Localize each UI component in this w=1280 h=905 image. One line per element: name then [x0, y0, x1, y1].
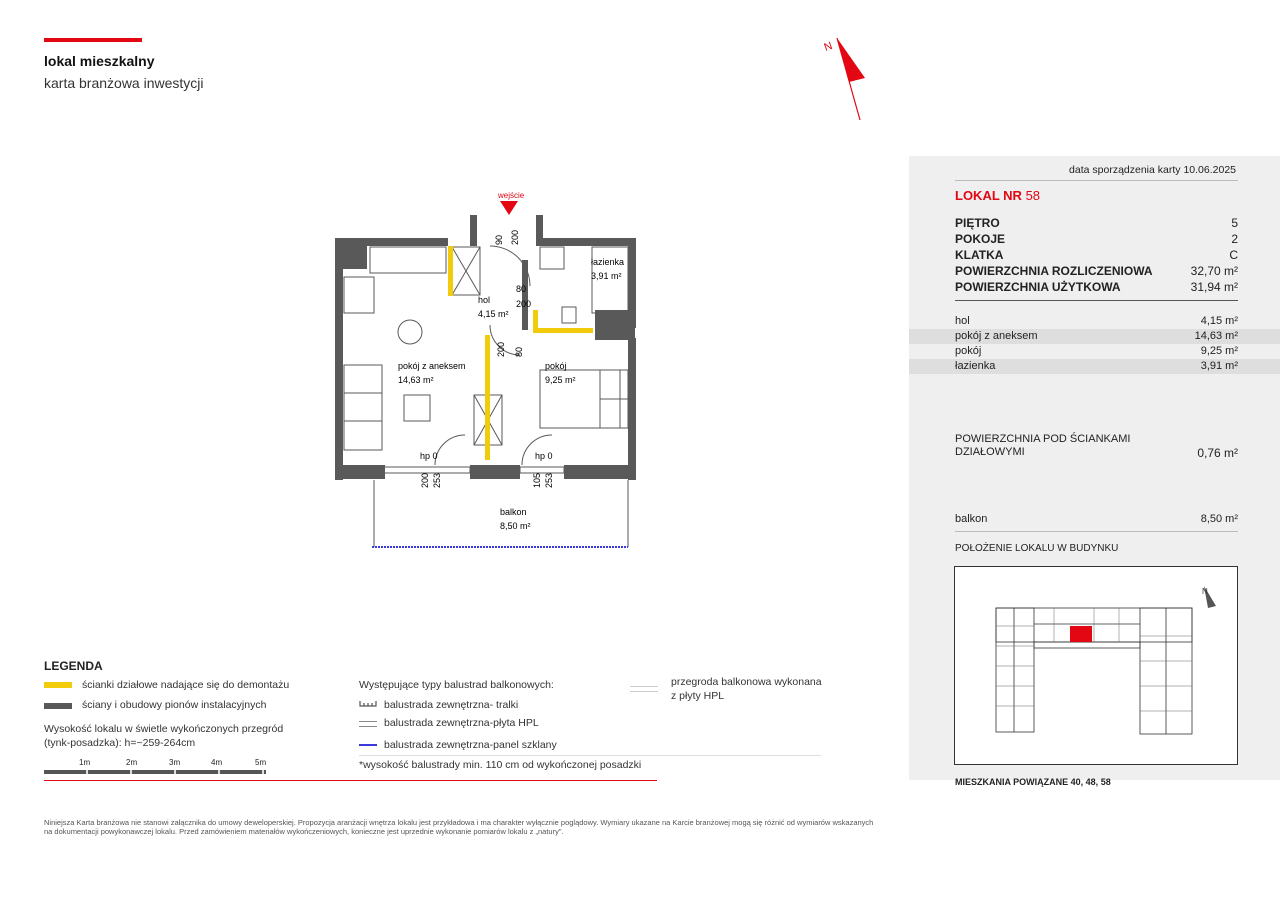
room-name-pokoj: pokój: [545, 361, 567, 371]
room-area-pokoj: 9,25 m²: [545, 375, 576, 385]
legend-yellow-label: ścianki działowe nadające się do demontażu: [82, 679, 290, 691]
legend-gray-label: ściany i obudowy pionów instalacyjnych: [82, 699, 267, 711]
dim-room-door-width: 80: [514, 346, 524, 357]
room-area-lazienka: 3,91 m²: [591, 271, 622, 281]
dim-room-door-height: 200: [496, 341, 506, 357]
dim-hp-right: hp 0: [535, 451, 553, 461]
divider: [955, 180, 1238, 181]
disclaimer: Niniejsza Karta branżowa nie stanowi załącznika do umowy deweloperskiej. Propozycja aranżacji wnętrza lokalu jest przykładowa i ma charakter wyłącznie poglądowy. Wymiary ukazane na Karcie branżowej mogą się różnić od wymiarów wskazanych na dokumentacji powykonawczej lokalu. Przed zamówieniem materiałów wykończeniowych, konieczne jest uprzednie wykonanie pomiarów lokalu z „natury".: [44, 818, 874, 836]
svg-text:N: N: [1202, 587, 1208, 596]
dim-door-width: 90: [494, 234, 504, 245]
card-date: data sporządzenia karty 10.06.2025: [1069, 164, 1236, 176]
dim-bath-door-width: 80: [516, 284, 527, 294]
north-label: N: [822, 39, 835, 54]
room-area-balkon: 8,50 m²: [500, 521, 531, 531]
dim-door-height: 200: [510, 229, 520, 245]
height-note-1: Wysokość lokalu w świetle wykończonych przegród: [44, 723, 284, 735]
room-name-hol: hol: [478, 295, 491, 305]
dim-bath-door-height: 200: [516, 299, 532, 309]
dim-hp-left: hp 0: [420, 451, 438, 461]
building-location-map: [954, 566, 1238, 765]
north-arrow-icon: [818, 34, 870, 124]
partition-label-1: przegroda balkonowa wykonana: [671, 676, 822, 688]
scale-bar-graphic: [44, 770, 266, 774]
divider: [955, 300, 1238, 301]
legend-swatch-yellow: [44, 682, 72, 688]
legend-bottom-line: [44, 780, 657, 781]
balustrade-hpl-icon: [359, 721, 377, 727]
height-note-2: (tynk-posadzka): h=~259-264cm: [44, 737, 196, 749]
scale-bar: 1m 2m 3m 4m 5m: [79, 758, 267, 767]
room-name-pokoj-z-aneksem: pokój z aneksem: [398, 361, 466, 371]
entrance-arrow-icon: [500, 201, 518, 215]
entrance-label: wejście: [498, 191, 525, 200]
balustrade-title: Występujące typy balustrad balkonowych:: [359, 679, 554, 691]
divider: [955, 531, 1238, 532]
balustrade-tralki-label: balustrada zewnętrzna- tralki: [384, 699, 519, 711]
document-title: lokal mieszkalny: [44, 53, 155, 69]
document-subtitle: karta branżowa inwestycji: [44, 75, 204, 91]
balustrade-hpl-label: balustrada zewnętrzna-płyta HPL: [384, 717, 539, 729]
room-name-balkon: balkon: [500, 507, 527, 517]
dim-window-left-b: 253: [432, 472, 442, 488]
walls-area-row: DZIAŁOWYMI 0,76 m²: [955, 446, 1238, 460]
lokal-number: LOKAL NR 58: [955, 188, 1041, 203]
legend-swatch-gray: [44, 703, 72, 709]
room-area-pokoj-z-aneksem: 14,63 m²: [398, 375, 434, 385]
cut-off-text: MIESZKANIA POWIĄZANE 40, 48, 58: [955, 777, 1111, 787]
dim-window-right-b: 253: [544, 472, 554, 488]
legend-title: LEGENDA: [44, 659, 103, 673]
room-name-lazienka: łazienka: [591, 257, 625, 267]
partition-label-2: z płyty HPL: [671, 690, 725, 702]
balustrade-glass-label: balustrada zewnętrzna-panel szklany: [384, 739, 557, 751]
header-accent-bar: [44, 38, 142, 42]
floor-plan: [330, 185, 640, 555]
partition-hpl-icon: [630, 686, 658, 692]
divider: [359, 755, 821, 756]
dim-window-right-a: 105: [532, 472, 542, 488]
balustrade-glass-icon: [359, 744, 377, 746]
dim-window-left-a: 200: [420, 472, 430, 488]
apartment-highlight: [1070, 626, 1092, 642]
room-area-hol: 4,15 m²: [478, 309, 509, 319]
balustrade-note: *wysokość balustrady min. 110 cm od wykończonej posadzki: [359, 759, 642, 771]
position-title: POŁOŻENIE LOKALU W BUDYNKU: [955, 543, 1119, 554]
balustrade-tralki-icon: [359, 700, 377, 708]
